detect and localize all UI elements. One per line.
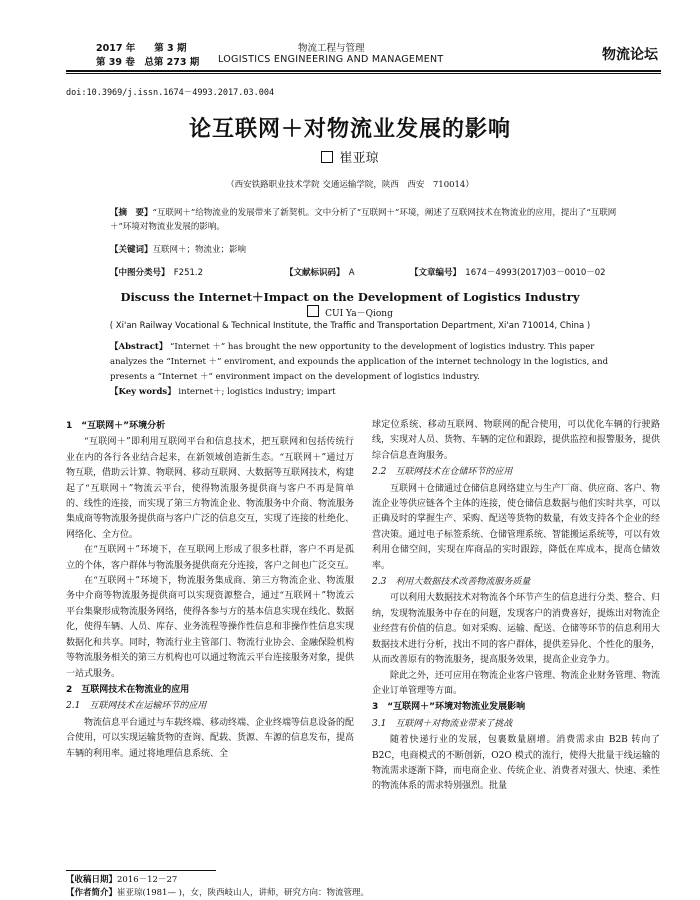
author-line	[0, 147, 700, 166]
doc-code-value: A	[348, 268, 355, 278]
author-box-icon	[321, 151, 333, 163]
running-header	[28, 40, 668, 70]
english-keywords-text: internet＋; logistics industry; impart	[178, 387, 336, 397]
subsection-heading: 2.3 利用大数据技术改善物流服务质量	[372, 577, 531, 588]
received-date	[66, 873, 626, 885]
english-affiliation: ( Xi'an Railway Vocational & Technical Institute, the Traffic and Transportation Department, Xi'an 710014, China )	[109, 321, 591, 331]
paragraph: 随着快递行业的发展，包裹数量剧增。消费需求由 B2B 转向了 B2C，电商模式的不断创新，O2O 模式的流行，使得大批量干线运输的物流需求逐渐下降，而电商企业、传统企业、消费者对强大、快速、柔性的物流体系的需求特别强烈。批量	[372, 735, 661, 792]
english-author: CUI Ya－Qiong	[325, 309, 393, 319]
year-issue: 2017 年 第 3 期	[96, 43, 187, 54]
abstract-cn-label: 【摘 要】	[110, 208, 153, 218]
keywords-cn	[110, 243, 630, 257]
english-abstract-label: 【Abstract】	[110, 342, 168, 352]
author-name: 崔亚琼	[339, 151, 379, 166]
header-rule	[66, 70, 661, 72]
english-keywords-label: 【Key words】	[110, 387, 176, 397]
section-heading: 3 “互联网＋”环境对物流业发展影响	[372, 702, 526, 713]
keywords-cn-text: 互联网＋；物流业；影响	[152, 245, 247, 255]
author-bio	[66, 886, 626, 898]
abstract-cn-text: “互联网＋”给物流业的发展带来了新契机。文中分析了“互联网＋”环境，阐述了互联网技术在物流业的应用，提出了“互联网＋”环境对物流业发展的影响。	[110, 208, 617, 232]
paragraph: 互联网＋仓储通过仓储信息网络建立与生产厂商、供应商、客户、物流企业等供应链各个主体的连接，使仓储信息数据与他们实时共享，可以正确及时的掌握生产、采购、配送等货物的数量，有效支持各个企业的经营决策。通过电子标签系统、仓储管理系统、智能搬运系统等，可以有效利用仓储空间，实现在库商品的实时跟踪，降低在库成本，提高仓储效率。	[372, 483, 661, 571]
paragraph: 在“互联网＋”环境下，在互联网上形成了很多杜群，客户不再是孤立的个体，客户群体与物流服务提供商充分连接，客户之间也广泛交互。	[66, 545, 355, 571]
affiliation: （西安铁路职业技术学院 交通运输学院，陕西 西安 710014）	[226, 180, 474, 190]
header-rule-thin	[66, 73, 661, 74]
journal-name-en: LOGISTICS ENGINEERING AND MANAGEMENT	[218, 54, 444, 65]
body-column-right	[372, 418, 660, 795]
paragraph: 球定位系统、移动互联网、物联网的配合使用，可以优化车辆的行驶路线，实现对人员、货物、车辆的定位和跟踪，提供监控和报警服务，提供综合信息查询服务。	[372, 420, 661, 461]
doi: doi:10.3969/j.issn.1674－4993.2017.03.004	[66, 88, 275, 98]
received-value: 2016－12－27	[117, 875, 178, 885]
article-no-label: 【文章编号】	[410, 268, 457, 278]
english-keywords	[110, 385, 630, 397]
paragraph: 在“互联网＋”环境下，物流服务集成商、第三方物流企业、物流服务中介商等物流服务提供商可以实现资源整合，通过“互联网＋”物流云平台集聚形成物流服务网络，使得各参与方的基本信息实现在线化、数据化，使得车辆、人员、库存、业务流程等操作性信息和非操作性信息实现数据化和共享。同时，物流行业主管部门、物流行业协会、金融保险机构等物流服务相关的第三方机构也可以通过物流云平台连接服务对象，提供一站式服务。	[66, 576, 355, 679]
paragraph: 可以利用大数据技术对物流各个环节产生的信息进行分类、整合、归纳，发现物流服务中存在的问题，发现客户的消费喜好，提炼出对物流企业经营有价值的信息。如对采购、运输、配送、仓储等环节的信息利用大数据技术进行分析，找出不同的客户群体，提供差异化、个性化的服务，从而改善原有的物流服务，提高服务效果，提高企业竞争力。	[372, 593, 661, 666]
body-column-left	[66, 418, 354, 762]
clc-label: 【中图分类号】	[110, 268, 166, 278]
received-label: 【收稿日期】	[66, 875, 118, 885]
paragraph: 除此之外，还可应用在物流企业客户管理、物流企业财务管理、物流企业订单管理等方面。	[372, 670, 661, 696]
section-heading: 1 “互联网＋”环境分析	[66, 421, 166, 431]
author-bio-label: 【作者简介】	[66, 888, 118, 898]
footnote-rule	[66, 870, 216, 871]
subsection-heading: 3.1 互联网＋对物流业带来了挑战	[372, 718, 513, 729]
author-box-icon	[307, 305, 319, 317]
paragraph: “互联网＋”即利用互联网平台和信息技术，把互联网和包括传统行业在内的各行各业结合起来，在新领域创造新生态。“互联网＋”通过万物互联，借助云计算、物联网、移动互联网、大数据等互联网技术，构建起了“互联网＋”物流云平台，使得物流服务提供商与客户不再是简单的、线性的连接，而实现了第三方物流企业、物流服务中介商、物流服务集成商等物流服务提供商与客户广泛的信息交互，实现了连接的杜绝化、网络化、全方位。	[66, 437, 355, 540]
subsection-heading: 2.1 互联网技术在运输环节的应用	[66, 701, 207, 712]
paragraph: 物流信息平台通过与车载终端、移动终端、企业终端等信息设备的配合使用，可以实现运输货物的查询、配载、货源、车源的信息发布，提高车辆的利用率。通过将地理信息系统、全	[66, 717, 355, 759]
english-abstract-text: “Internet ＋” has brought the new opportunity to the development of logistics industry. This paper analyzes the “Internet ＋” enviroment, and expounds the application of the internet technology in the logistics, and presents a “Internet ＋” environment impact on the development of logistics industry.	[110, 342, 609, 382]
clc-value: F251.2	[173, 268, 204, 278]
abstract-cn	[110, 206, 630, 234]
section-heading: 2 互联网技术在物流业的应用	[66, 684, 190, 695]
article-no-value: 1674－4993(2017)03－0010－02	[465, 268, 606, 278]
english-abstract	[110, 340, 630, 385]
author-bio-text: 崔亚琼(1981— )，女，陕西岐山人，讲师，研究方向：物流管理。	[117, 888, 369, 898]
section-name: 物流论坛	[602, 47, 658, 63]
doc-code-label: 【文献标识码】	[285, 268, 341, 278]
volume-total: 第 39 卷 总第 273 期	[96, 57, 200, 68]
subsection-heading: 2.2 互联网技术在仓储环节的应用	[372, 467, 513, 478]
paper-title: 论互联网＋对物流业发展的影响	[188, 116, 511, 142]
journal-name-cn: 物流工程与管理	[298, 43, 365, 54]
keywords-cn-label: 【关键词】	[110, 245, 153, 255]
english-title: Discuss the Internet＋Impact on the Development of Logistics Industry	[120, 290, 580, 304]
english-author-line	[0, 305, 700, 319]
